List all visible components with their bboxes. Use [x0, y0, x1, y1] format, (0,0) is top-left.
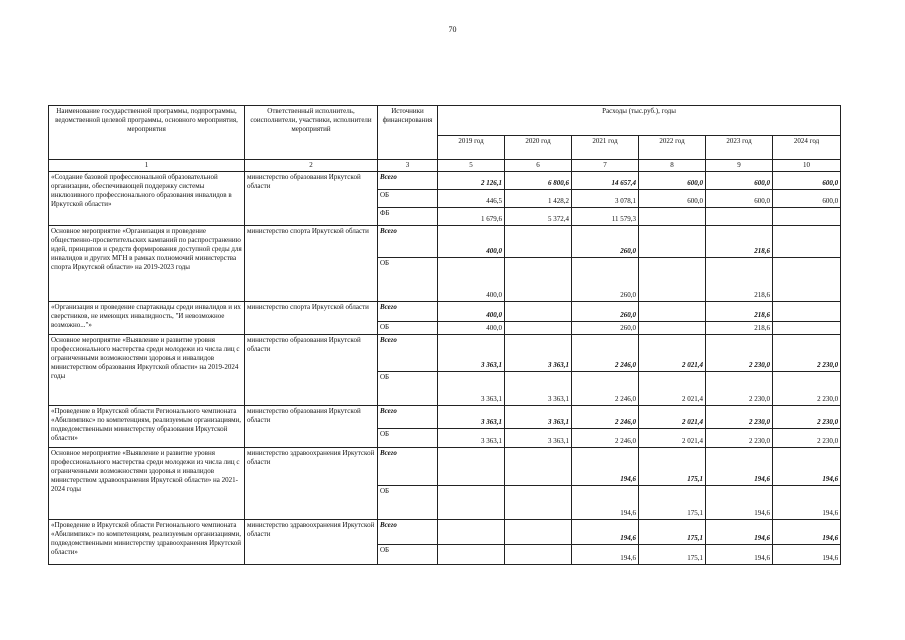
- program-name-cell: «Организация и проведение спартакиады среди инвалидов и их сверстников, не имеющих инвалидность, "И невозможное возможно..."»: [49, 302, 245, 335]
- value-cell: 194,6: [773, 520, 841, 545]
- source-cell: Всего: [378, 335, 438, 372]
- value-cell: [505, 520, 572, 545]
- value-cell: 2 230,0: [773, 406, 841, 429]
- page-number: 70: [448, 25, 457, 34]
- value-cell: 218,6: [706, 322, 773, 335]
- value-cell: 600,0: [773, 190, 841, 208]
- value-cell: 3 363,1: [438, 372, 505, 406]
- value-cell: 2 021,4: [639, 429, 706, 448]
- value-cell: 11 579,3: [572, 208, 639, 226]
- value-cell: 2 246,0: [572, 335, 639, 372]
- value-cell: 194,6: [706, 486, 773, 520]
- source-cell: ОБ: [378, 190, 438, 208]
- value-cell: 194,6: [706, 545, 773, 565]
- value-cell: 2 230,0: [706, 429, 773, 448]
- value-cell: 194,6: [773, 448, 841, 486]
- value-cell: 3 363,1: [505, 335, 572, 372]
- executor-cell: министерство образования Иркутской области: [245, 172, 378, 226]
- source-cell: ОБ: [378, 545, 438, 565]
- source-cell: ОБ: [378, 372, 438, 406]
- header-source: Источники финансирования: [378, 106, 438, 160]
- source-cell: Всего: [378, 226, 438, 258]
- executor-cell: министерство спорта Иркутской области: [245, 226, 378, 302]
- value-cell: [639, 208, 706, 226]
- value-cell: 2 126,1: [438, 172, 505, 190]
- executor-cell: министерство здравоохранения Иркутской области: [245, 520, 378, 565]
- header-executor: Ответственный исполнитель, соисполнители, участники, исполнители мероприятий: [245, 106, 378, 160]
- value-cell: 5 372,4: [505, 208, 572, 226]
- value-cell: 218,6: [706, 302, 773, 322]
- value-cell: 3 363,1: [438, 406, 505, 429]
- value-cell: [505, 258, 572, 302]
- value-cell: [639, 258, 706, 302]
- header-year: 2023 год: [706, 136, 773, 160]
- value-cell: 218,6: [706, 226, 773, 258]
- col-number: 5: [438, 160, 505, 172]
- value-cell: 175,1: [639, 520, 706, 545]
- value-cell: 260,0: [572, 322, 639, 335]
- value-cell: 2 021,4: [639, 335, 706, 372]
- table-row: [49, 226, 841, 258]
- table-row: [49, 335, 841, 372]
- value-cell: 400,0: [438, 258, 505, 302]
- value-cell: [639, 302, 706, 322]
- value-cell: 3 363,1: [505, 372, 572, 406]
- source-cell: ФБ: [378, 208, 438, 226]
- value-cell: 194,6: [773, 486, 841, 520]
- value-cell: [639, 322, 706, 335]
- value-cell: [438, 545, 505, 565]
- col-number: 9: [706, 160, 773, 172]
- source-cell: ОБ: [378, 429, 438, 448]
- col-number: 1: [49, 160, 245, 172]
- executor-cell: министерство спорта Иркутской области: [245, 302, 378, 335]
- value-cell: [773, 226, 841, 258]
- expenses-table: [48, 105, 841, 565]
- value-cell: 400,0: [438, 302, 505, 322]
- value-cell: 194,6: [773, 545, 841, 565]
- value-cell: [505, 302, 572, 322]
- value-cell: 2 021,4: [639, 372, 706, 406]
- value-cell: 3 363,1: [505, 406, 572, 429]
- value-cell: [438, 520, 505, 545]
- value-cell: 2 230,0: [773, 335, 841, 372]
- program-name-cell: Основное мероприятие «Выявление и развитие уровня профессионального мастерства среди молодежи из числа лиц с ограниченными возможностями здоровья и инвалидов министерством здравоохранения Иркутской области» на 2021-2024 годы: [49, 448, 245, 520]
- value-cell: 218,6: [706, 258, 773, 302]
- value-cell: 194,6: [706, 520, 773, 545]
- value-cell: 2 230,0: [706, 335, 773, 372]
- value-cell: 175,1: [639, 448, 706, 486]
- header-year: 2022 год: [639, 136, 706, 160]
- value-cell: [505, 226, 572, 258]
- value-cell: [505, 448, 572, 486]
- value-cell: 3 363,1: [438, 429, 505, 448]
- program-name-cell: Основное мероприятие «Выявление и развитие уровня профессионального мастерства среди молодежи из числа лиц с ограниченными возможностями здоровья и инвалидов министерством образования Иркутской области» на 2019-2024 годы: [49, 335, 245, 406]
- executor-cell: министерство образования Иркутской области: [245, 406, 378, 448]
- value-cell: 14 657,4: [572, 172, 639, 190]
- value-cell: 400,0: [438, 322, 505, 335]
- col-number: 8: [639, 160, 706, 172]
- value-cell: 175,1: [639, 545, 706, 565]
- header-year: 2024 год: [773, 136, 841, 160]
- value-cell: 260,0: [572, 226, 639, 258]
- col-number: 10: [773, 160, 841, 172]
- table-row: [49, 520, 841, 545]
- value-cell: 446,5: [438, 190, 505, 208]
- value-cell: 600,0: [706, 190, 773, 208]
- value-cell: 2 246,0: [572, 372, 639, 406]
- header-program: Наименование государственной программы, подпрограммы, ведомственной целевой программы, основного мероприятия, мероприятия: [49, 106, 245, 160]
- source-cell: Всего: [378, 520, 438, 545]
- col-number: 7: [572, 160, 639, 172]
- header-expenses: Расходы (тыс.руб.), годы: [438, 106, 841, 136]
- value-cell: 3 078,1: [572, 190, 639, 208]
- value-cell: 194,6: [572, 486, 639, 520]
- value-cell: 1 428,2: [505, 190, 572, 208]
- value-cell: [773, 302, 841, 322]
- value-cell: 194,6: [572, 448, 639, 486]
- value-cell: [773, 322, 841, 335]
- value-cell: 2 230,0: [706, 372, 773, 406]
- value-cell: 600,0: [639, 172, 706, 190]
- value-cell: 1 679,6: [438, 208, 505, 226]
- program-name-cell: «Проведение в Иркутской области Регионального чемпионата «Абилимпикс» по компетенциям, реализуемым организациями, подведомственными министерству здравоохранения Иркутской области»: [49, 520, 245, 565]
- value-cell: 3 363,1: [505, 429, 572, 448]
- value-cell: 400,0: [438, 226, 505, 258]
- header-year: 2019 год: [438, 136, 505, 160]
- source-cell: Всего: [378, 406, 438, 429]
- value-cell: 2 246,0: [572, 429, 639, 448]
- source-cell: Всего: [378, 302, 438, 322]
- table-row: [49, 406, 841, 429]
- col-number: 6: [505, 160, 572, 172]
- value-cell: 2 230,0: [773, 372, 841, 406]
- value-cell: [438, 448, 505, 486]
- value-cell: 2 021,4: [639, 406, 706, 429]
- value-cell: 260,0: [572, 302, 639, 322]
- value-cell: 600,0: [639, 190, 706, 208]
- value-cell: 600,0: [773, 172, 841, 190]
- value-cell: 2 230,0: [773, 429, 841, 448]
- value-cell: [438, 486, 505, 520]
- source-cell: Всего: [378, 172, 438, 190]
- executor-cell: министерство здравоохранения Иркутской области: [245, 448, 378, 520]
- value-cell: [706, 208, 773, 226]
- value-cell: 194,6: [706, 448, 773, 486]
- source-cell: Всего: [378, 448, 438, 486]
- value-cell: 3 363,1: [438, 335, 505, 372]
- program-name-cell: «Проведение в Иркутской области Регионального чемпионата «Абилимпикс» по компетенциям, реализуемым организациями, подведомственными министерству образования Иркутской области»: [49, 406, 245, 448]
- program-name-cell: Основное мероприятие «Организация и проведение общественно-просветительских кампаний по распространению идей, принципов и средств формирования доступной среды для инвалидов и других МГН в рамках полномочий министерства спорта Иркутской области» на 2019-2023 годы: [49, 226, 245, 302]
- header-year: 2021 год: [572, 136, 639, 160]
- value-cell: 2 246,0: [572, 406, 639, 429]
- col-number: 2: [245, 160, 378, 172]
- program-name-cell: «Создание базовой профессиональной образовательной организации, обеспечивающей поддержку системы инклюзивного профессионального образования инвалидов в Иркутской области»: [49, 172, 245, 226]
- value-cell: 260,0: [572, 258, 639, 302]
- value-cell: [773, 258, 841, 302]
- value-cell: [505, 486, 572, 520]
- value-cell: [505, 545, 572, 565]
- value-cell: 2 230,0: [706, 406, 773, 429]
- col-number: 3: [378, 160, 438, 172]
- table-row: [49, 448, 841, 486]
- value-cell: 175,1: [639, 486, 706, 520]
- value-cell: 6 800,6: [505, 172, 572, 190]
- value-cell: 600,0: [706, 172, 773, 190]
- table-row: [49, 172, 841, 190]
- executor-cell: министерство образования Иркутской области: [245, 335, 378, 406]
- value-cell: 194,6: [572, 545, 639, 565]
- source-cell: ОБ: [378, 322, 438, 335]
- table-row: [49, 302, 841, 322]
- value-cell: [639, 226, 706, 258]
- value-cell: [505, 322, 572, 335]
- source-cell: ОБ: [378, 486, 438, 520]
- header-year: 2020 год: [505, 136, 572, 160]
- source-cell: ОБ: [378, 258, 438, 302]
- value-cell: 194,6: [572, 520, 639, 545]
- value-cell: [773, 208, 841, 226]
